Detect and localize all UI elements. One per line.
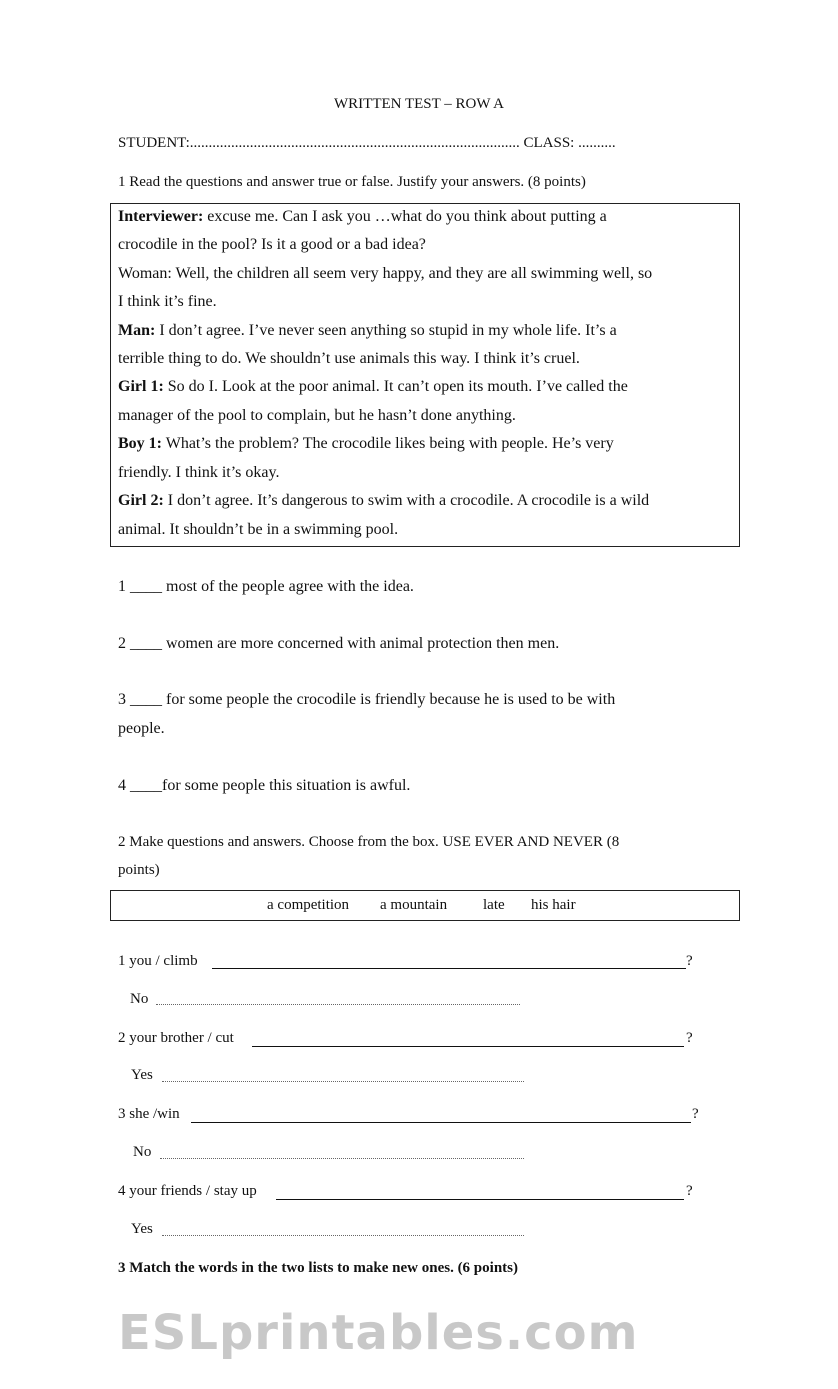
dialogue-line: friendly. I think it’s okay. — [118, 464, 280, 481]
section2-heading: 2 Make questions and answers. Choose from the box. USE EVER AND NEVER (8 — [118, 834, 620, 850]
section1-heading: 1 Read the questions and answer true or false. Justify your answers. (8 points) — [118, 174, 586, 190]
answer-prefix: Yes — [131, 1221, 153, 1237]
true-false-statement: 2 ____ women are more concerned with animal protection then men. — [118, 635, 560, 652]
answer-dotted-line[interactable] — [162, 1235, 524, 1236]
question-prompt: 4 your friends / stay up — [118, 1183, 257, 1199]
word-option: a competition — [267, 897, 350, 913]
dialogue-line: I think it’s fine. — [118, 293, 217, 310]
section2-heading-continuation: points) — [118, 862, 160, 878]
answer-blank[interactable]: ____ — [130, 691, 162, 708]
answer-blank[interactable]: ____ — [130, 777, 162, 794]
question-mark: ? — [686, 1183, 693, 1199]
dialogue-line: Interviewer: excuse me. Can I ask you …what do you think about putting a — [118, 208, 607, 225]
speaker-label: Man: — [118, 322, 156, 339]
answer-dotted-line[interactable] — [156, 1004, 520, 1005]
true-false-statement-continuation: people. — [118, 720, 165, 737]
question-mark: ? — [692, 1106, 699, 1122]
word-option: a mountain — [380, 897, 448, 913]
speaker-label: Boy 1: — [118, 435, 162, 452]
answer-prefix: No — [133, 1144, 152, 1160]
true-false-statement: 4 ____for some people this situation is awful. — [118, 777, 411, 794]
watermark: ESLprintables.com — [118, 1305, 639, 1361]
answer-dotted-line[interactable] — [160, 1158, 524, 1159]
dialogue-line: Girl 1: So do I. Look at the poor animal. It can’t open its mouth. I’ve called the — [118, 378, 628, 395]
dialogue-line: Man: I don’t agree. I’ve never seen anything so stupid in my whole life. It’s a — [118, 322, 617, 339]
answer-blank[interactable]: ____ — [130, 578, 162, 595]
question-prompt: 2 your brother / cut — [118, 1030, 234, 1046]
dialogue-line: terrible thing to do. We shouldn’t use animals this way. I think it’s cruel. — [118, 350, 580, 367]
dialogue-line: crocodile in the pool? Is it a good or a bad idea? — [118, 236, 426, 253]
answer-prefix: No — [130, 991, 149, 1007]
word-option: his hair — [531, 897, 576, 913]
word-choice-box — [110, 890, 740, 921]
dialogue-line: Girl 2: I don’t agree. It’s dangerous to swim with a crocodile. A crocodile is a wild — [118, 492, 650, 509]
speaker-label: Interviewer: — [118, 208, 204, 225]
dialogue-line: animal. It shouldn’t be in a swimming pool. — [118, 521, 399, 538]
answer-blank[interactable]: ____ — [130, 635, 162, 652]
dialogue-line: manager of the pool to complain, but he hasn’t done anything. — [118, 407, 516, 424]
speaker-label: Girl 1: — [118, 378, 164, 395]
page-title: WRITTEN TEST – ROW A — [334, 96, 504, 112]
question-prompt: 1 you / climb — [118, 953, 198, 969]
word-option: late — [483, 897, 505, 913]
answer-prefix: Yes — [131, 1067, 153, 1083]
question-answer-line[interactable] — [191, 1122, 691, 1123]
dialogue-line: Woman: Well, the children all seem very happy, and they are all swimming well, so — [118, 265, 653, 282]
true-false-statement: 3 ____ for some people the crocodile is friendly because he is used to be with — [118, 691, 616, 708]
student-class-line: STUDENT:........................................................................................ CLASS: .......... — [118, 135, 616, 151]
question-answer-line[interactable] — [212, 968, 686, 969]
question-answer-line[interactable] — [276, 1199, 684, 1200]
question-prompt: 3 she /win — [118, 1106, 180, 1122]
answer-dotted-line[interactable] — [162, 1081, 524, 1082]
true-false-statement: 1 ____ most of the people agree with the idea. — [118, 578, 414, 595]
question-mark: ? — [686, 953, 693, 969]
question-mark: ? — [686, 1030, 693, 1046]
question-answer-line[interactable] — [252, 1046, 684, 1047]
dialogue-box — [110, 203, 740, 547]
section3-heading: 3 Match the words in the two lists to make new ones. (6 points) — [118, 1260, 518, 1276]
speaker-label: Girl 2: — [118, 492, 164, 509]
dialogue-line: Boy 1: What’s the problem? The crocodile likes being with people. He’s very — [118, 435, 614, 452]
